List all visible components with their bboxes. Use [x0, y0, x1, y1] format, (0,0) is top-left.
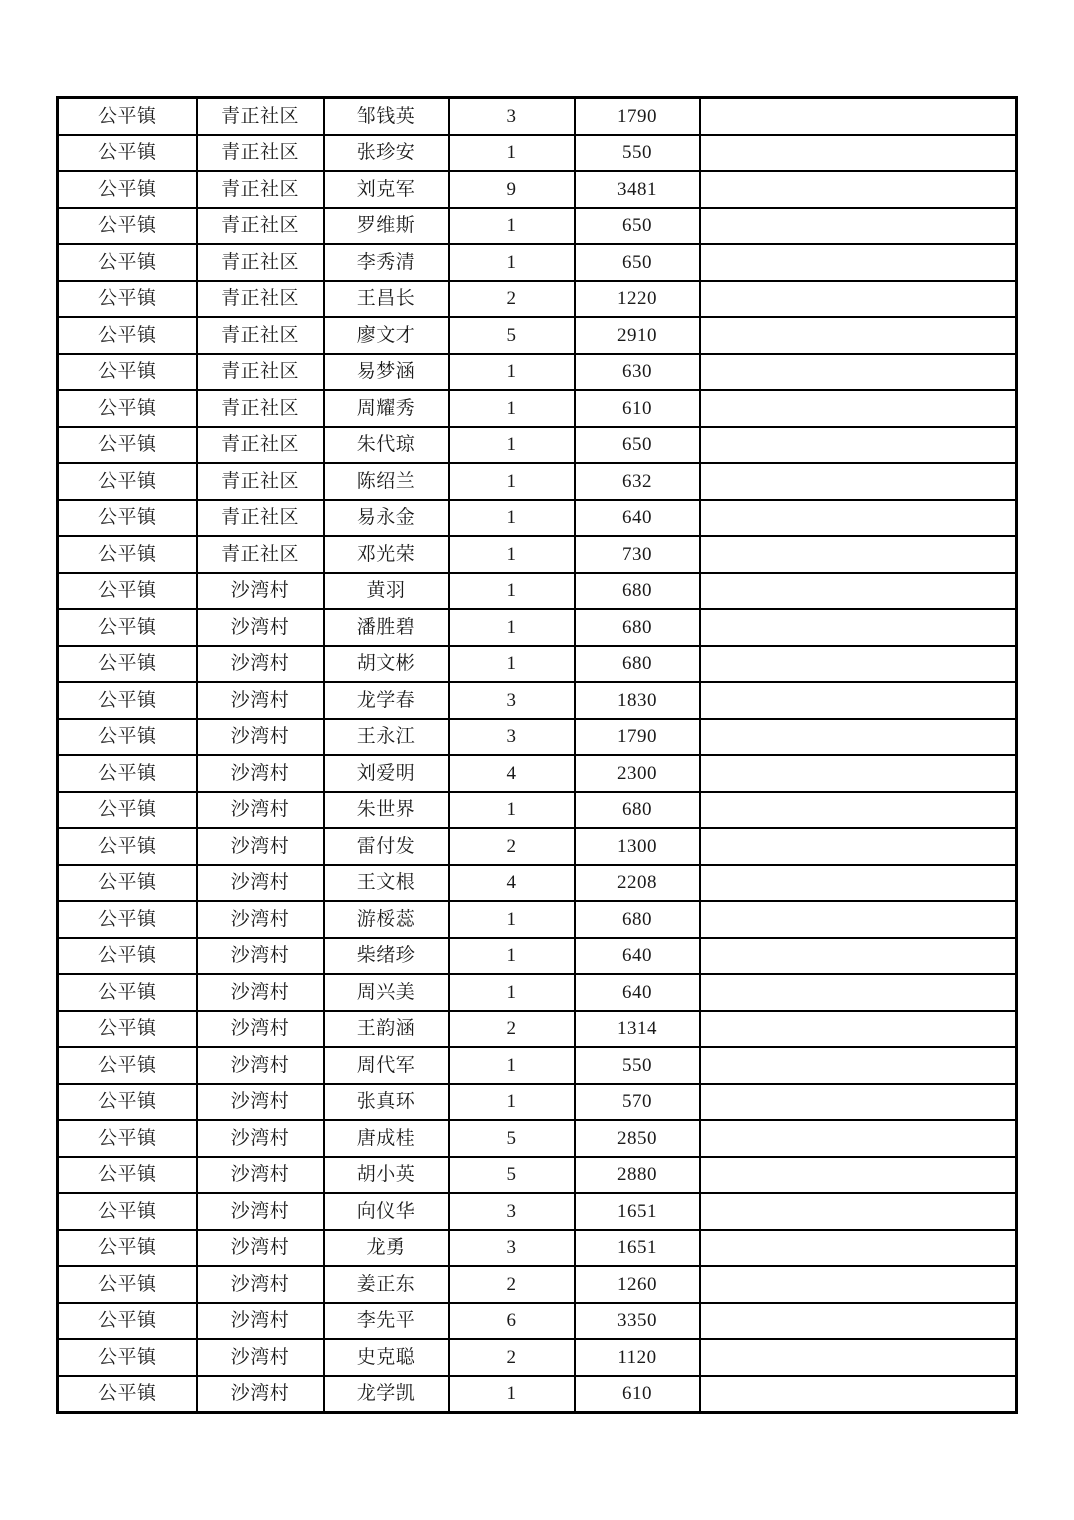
cell-remark	[700, 1303, 1017, 1340]
cell-remark	[700, 1047, 1017, 1084]
cell-amount: 610	[575, 1376, 700, 1413]
table-row	[58, 98, 1017, 135]
cell-amount: 730	[575, 536, 700, 573]
subsidy-table	[56, 96, 1018, 1414]
cell-remark	[700, 646, 1017, 683]
cell-remark	[700, 1157, 1017, 1194]
cell-remark	[700, 1193, 1017, 1230]
cell-town: 公平镇	[58, 1376, 197, 1413]
cell-person-name: 黄羽	[324, 573, 449, 610]
cell-town: 公平镇	[58, 682, 197, 719]
table-row	[58, 1376, 1017, 1413]
cell-town: 公平镇	[58, 719, 197, 756]
cell-amount: 1314	[575, 1011, 700, 1048]
cell-count: 1	[449, 646, 575, 683]
cell-town: 公平镇	[58, 244, 197, 281]
cell-town: 公平镇	[58, 171, 197, 208]
cell-amount: 1651	[575, 1230, 700, 1267]
cell-remark	[700, 573, 1017, 610]
table-row	[58, 390, 1017, 427]
cell-remark	[700, 792, 1017, 829]
cell-count: 6	[449, 1303, 575, 1340]
cell-person-name: 廖文才	[324, 317, 449, 354]
cell-count: 1	[449, 573, 575, 610]
cell-remark	[700, 1084, 1017, 1121]
cell-count: 1	[449, 974, 575, 1011]
cell-amount: 2850	[575, 1120, 700, 1157]
cell-village: 青正社区	[197, 98, 324, 135]
cell-town: 公平镇	[58, 1339, 197, 1376]
table-row	[58, 135, 1017, 172]
cell-person-name: 雷付发	[324, 828, 449, 865]
table-row	[58, 1193, 1017, 1230]
table-row	[58, 244, 1017, 281]
table-row	[58, 682, 1017, 719]
cell-village: 青正社区	[197, 463, 324, 500]
table-row	[58, 755, 1017, 792]
cell-village: 青正社区	[197, 536, 324, 573]
cell-town: 公平镇	[58, 208, 197, 245]
cell-amount: 680	[575, 573, 700, 610]
cell-village: 青正社区	[197, 500, 324, 537]
cell-person-name: 龙学春	[324, 682, 449, 719]
cell-remark	[700, 98, 1017, 135]
table-row	[58, 609, 1017, 646]
cell-count: 1	[449, 463, 575, 500]
table-row	[58, 1047, 1017, 1084]
cell-person-name: 朱世界	[324, 792, 449, 829]
cell-amount: 1790	[575, 719, 700, 756]
table-row	[58, 865, 1017, 902]
cell-town: 公平镇	[58, 1230, 197, 1267]
cell-person-name: 邹钱英	[324, 98, 449, 135]
cell-amount: 2880	[575, 1157, 700, 1194]
cell-amount: 1220	[575, 281, 700, 318]
table-row	[58, 463, 1017, 500]
cell-count: 3	[449, 1193, 575, 1230]
cell-remark	[700, 755, 1017, 792]
table-row	[58, 317, 1017, 354]
cell-village: 青正社区	[197, 390, 324, 427]
cell-count: 1	[449, 244, 575, 281]
cell-count: 1	[449, 390, 575, 427]
cell-town: 公平镇	[58, 354, 197, 391]
cell-person-name: 罗维斯	[324, 208, 449, 245]
table-row	[58, 500, 1017, 537]
cell-village: 沙湾村	[197, 938, 324, 975]
cell-remark	[700, 500, 1017, 537]
cell-remark	[700, 901, 1017, 938]
cell-town: 公平镇	[58, 609, 197, 646]
cell-amount: 610	[575, 390, 700, 427]
cell-remark	[700, 974, 1017, 1011]
cell-village: 沙湾村	[197, 1230, 324, 1267]
cell-town: 公平镇	[58, 1157, 197, 1194]
cell-town: 公平镇	[58, 1084, 197, 1121]
cell-village: 青正社区	[197, 427, 324, 464]
cell-person-name: 朱代琼	[324, 427, 449, 464]
cell-count: 3	[449, 682, 575, 719]
cell-town: 公平镇	[58, 281, 197, 318]
cell-town: 公平镇	[58, 755, 197, 792]
cell-person-name: 周耀秀	[324, 390, 449, 427]
cell-amount: 680	[575, 646, 700, 683]
cell-person-name: 易梦涵	[324, 354, 449, 391]
cell-person-name: 胡小英	[324, 1157, 449, 1194]
cell-town: 公平镇	[58, 317, 197, 354]
table-row	[58, 1120, 1017, 1157]
table-row	[58, 646, 1017, 683]
cell-remark	[700, 682, 1017, 719]
table-row	[58, 171, 1017, 208]
table-row	[58, 1230, 1017, 1267]
cell-amount: 1260	[575, 1266, 700, 1303]
cell-amount: 640	[575, 500, 700, 537]
cell-person-name: 王文根	[324, 865, 449, 902]
cell-village: 沙湾村	[197, 974, 324, 1011]
cell-count: 2	[449, 828, 575, 865]
cell-village: 沙湾村	[197, 792, 324, 829]
cell-village: 沙湾村	[197, 1193, 324, 1230]
cell-town: 公平镇	[58, 573, 197, 610]
cell-village: 沙湾村	[197, 1120, 324, 1157]
cell-count: 2	[449, 281, 575, 318]
cell-person-name: 龙勇	[324, 1230, 449, 1267]
cell-person-name: 刘克军	[324, 171, 449, 208]
cell-town: 公平镇	[58, 1193, 197, 1230]
table-row	[58, 1339, 1017, 1376]
cell-person-name: 王永江	[324, 719, 449, 756]
cell-village: 沙湾村	[197, 755, 324, 792]
cell-village: 沙湾村	[197, 1011, 324, 1048]
cell-remark	[700, 171, 1017, 208]
cell-remark	[700, 828, 1017, 865]
table-row	[58, 354, 1017, 391]
cell-town: 公平镇	[58, 901, 197, 938]
table-row	[58, 719, 1017, 756]
cell-town: 公平镇	[58, 974, 197, 1011]
cell-person-name: 龙学凯	[324, 1376, 449, 1413]
cell-remark	[700, 463, 1017, 500]
cell-person-name: 周代军	[324, 1047, 449, 1084]
cell-village: 沙湾村	[197, 609, 324, 646]
cell-remark	[700, 719, 1017, 756]
table-row	[58, 1266, 1017, 1303]
cell-person-name: 邓光荣	[324, 536, 449, 573]
cell-remark	[700, 536, 1017, 573]
cell-person-name: 史克聪	[324, 1339, 449, 1376]
cell-amount: 1830	[575, 682, 700, 719]
cell-remark	[700, 1339, 1017, 1376]
cell-count: 1	[449, 500, 575, 537]
cell-remark	[700, 1266, 1017, 1303]
cell-remark	[700, 390, 1017, 427]
cell-amount: 1790	[575, 98, 700, 135]
cell-remark	[700, 1376, 1017, 1413]
cell-person-name: 李先平	[324, 1303, 449, 1340]
cell-town: 公平镇	[58, 646, 197, 683]
cell-count: 1	[449, 609, 575, 646]
cell-person-name: 游桵蕊	[324, 901, 449, 938]
table-row	[58, 573, 1017, 610]
table-row	[58, 938, 1017, 975]
cell-remark	[700, 1120, 1017, 1157]
cell-amount: 2910	[575, 317, 700, 354]
cell-person-name: 周兴美	[324, 974, 449, 1011]
cell-village: 沙湾村	[197, 1047, 324, 1084]
table-row	[58, 1157, 1017, 1194]
cell-village: 沙湾村	[197, 646, 324, 683]
cell-village: 青正社区	[197, 317, 324, 354]
cell-amount: 640	[575, 974, 700, 1011]
cell-amount: 1120	[575, 1339, 700, 1376]
cell-town: 公平镇	[58, 1303, 197, 1340]
cell-amount: 640	[575, 938, 700, 975]
cell-count: 2	[449, 1339, 575, 1376]
cell-town: 公平镇	[58, 1266, 197, 1303]
cell-person-name: 王昌长	[324, 281, 449, 318]
cell-count: 1	[449, 1376, 575, 1413]
table-row	[58, 427, 1017, 464]
cell-person-name: 姜正东	[324, 1266, 449, 1303]
table-row	[58, 974, 1017, 1011]
cell-count: 2	[449, 1011, 575, 1048]
cell-amount: 3481	[575, 171, 700, 208]
table-row	[58, 1084, 1017, 1121]
cell-village: 沙湾村	[197, 901, 324, 938]
cell-count: 1	[449, 1047, 575, 1084]
cell-village: 沙湾村	[197, 828, 324, 865]
cell-remark	[700, 135, 1017, 172]
cell-count: 3	[449, 98, 575, 135]
cell-amount: 2208	[575, 865, 700, 902]
cell-person-name: 唐成桂	[324, 1120, 449, 1157]
cell-person-name: 张真环	[324, 1084, 449, 1121]
cell-village: 沙湾村	[197, 1339, 324, 1376]
cell-count: 1	[449, 208, 575, 245]
cell-amount: 632	[575, 463, 700, 500]
cell-amount: 570	[575, 1084, 700, 1121]
cell-person-name: 刘爱明	[324, 755, 449, 792]
cell-count: 3	[449, 1230, 575, 1267]
cell-town: 公平镇	[58, 1120, 197, 1157]
cell-village: 沙湾村	[197, 1376, 324, 1413]
cell-village: 沙湾村	[197, 865, 324, 902]
cell-town: 公平镇	[58, 536, 197, 573]
cell-amount: 680	[575, 609, 700, 646]
table-row	[58, 1303, 1017, 1340]
cell-amount: 680	[575, 901, 700, 938]
cell-amount: 1651	[575, 1193, 700, 1230]
cell-amount: 2300	[575, 755, 700, 792]
cell-town: 公平镇	[58, 938, 197, 975]
cell-village: 沙湾村	[197, 573, 324, 610]
cell-village: 沙湾村	[197, 1266, 324, 1303]
cell-count: 1	[449, 792, 575, 829]
cell-amount: 550	[575, 135, 700, 172]
cell-count: 1	[449, 536, 575, 573]
cell-count: 4	[449, 755, 575, 792]
cell-town: 公平镇	[58, 1047, 197, 1084]
cell-amount: 1300	[575, 828, 700, 865]
cell-remark	[700, 1230, 1017, 1267]
cell-count: 5	[449, 317, 575, 354]
cell-town: 公平镇	[58, 865, 197, 902]
cell-remark	[700, 609, 1017, 646]
cell-person-name: 柴绪珍	[324, 938, 449, 975]
table-row	[58, 281, 1017, 318]
cell-town: 公平镇	[58, 792, 197, 829]
cell-amount: 650	[575, 427, 700, 464]
cell-count: 1	[449, 938, 575, 975]
table-row	[58, 536, 1017, 573]
cell-village: 沙湾村	[197, 1157, 324, 1194]
cell-village: 青正社区	[197, 135, 324, 172]
cell-count: 1	[449, 135, 575, 172]
table-row	[58, 792, 1017, 829]
cell-count: 9	[449, 171, 575, 208]
cell-person-name: 张珍安	[324, 135, 449, 172]
cell-count: 5	[449, 1120, 575, 1157]
cell-town: 公平镇	[58, 828, 197, 865]
table-row	[58, 1011, 1017, 1048]
cell-person-name: 潘胜碧	[324, 609, 449, 646]
cell-town: 公平镇	[58, 427, 197, 464]
cell-person-name: 李秀清	[324, 244, 449, 281]
cell-count: 1	[449, 1084, 575, 1121]
cell-amount: 680	[575, 792, 700, 829]
cell-town: 公平镇	[58, 98, 197, 135]
cell-count: 5	[449, 1157, 575, 1194]
cell-remark	[700, 281, 1017, 318]
cell-amount: 650	[575, 208, 700, 245]
cell-amount: 630	[575, 354, 700, 391]
cell-amount: 650	[575, 244, 700, 281]
cell-remark	[700, 317, 1017, 354]
cell-town: 公平镇	[58, 135, 197, 172]
cell-village: 青正社区	[197, 281, 324, 318]
table-row	[58, 901, 1017, 938]
cell-amount: 3350	[575, 1303, 700, 1340]
cell-remark	[700, 208, 1017, 245]
cell-count: 1	[449, 901, 575, 938]
cell-village: 沙湾村	[197, 682, 324, 719]
cell-village: 沙湾村	[197, 1303, 324, 1340]
cell-village: 青正社区	[197, 208, 324, 245]
cell-remark	[700, 938, 1017, 975]
cell-remark	[700, 354, 1017, 391]
cell-person-name: 陈绍兰	[324, 463, 449, 500]
cell-person-name: 易永金	[324, 500, 449, 537]
cell-remark	[700, 1011, 1017, 1048]
cell-count: 1	[449, 427, 575, 464]
cell-village: 青正社区	[197, 244, 324, 281]
cell-village: 沙湾村	[197, 1084, 324, 1121]
table-row	[58, 208, 1017, 245]
cell-town: 公平镇	[58, 463, 197, 500]
cell-count: 1	[449, 354, 575, 391]
cell-count: 4	[449, 865, 575, 902]
cell-person-name: 胡文彬	[324, 646, 449, 683]
cell-count: 2	[449, 1266, 575, 1303]
cell-town: 公平镇	[58, 500, 197, 537]
cell-village: 沙湾村	[197, 719, 324, 756]
cell-count: 3	[449, 719, 575, 756]
table-row	[58, 828, 1017, 865]
cell-person-name: 向仪华	[324, 1193, 449, 1230]
cell-remark	[700, 427, 1017, 464]
cell-remark	[700, 865, 1017, 902]
cell-person-name: 王韵涵	[324, 1011, 449, 1048]
cell-town: 公平镇	[58, 1011, 197, 1048]
cell-village: 青正社区	[197, 171, 324, 208]
cell-village: 青正社区	[197, 354, 324, 391]
cell-remark	[700, 244, 1017, 281]
cell-town: 公平镇	[58, 390, 197, 427]
cell-amount: 550	[575, 1047, 700, 1084]
